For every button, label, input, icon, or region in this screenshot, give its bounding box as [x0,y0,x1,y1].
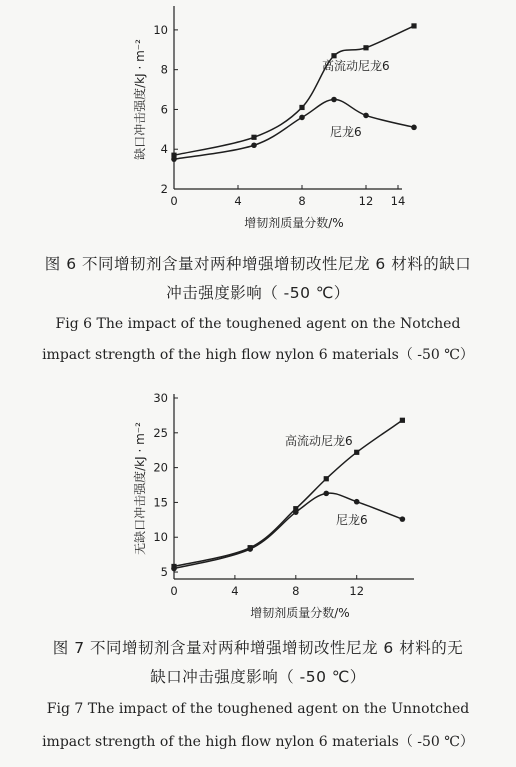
y-tick-label: 8 [160,62,168,77]
data-point-square [331,53,336,58]
data-point-square [400,418,405,423]
chart-7 [0,382,516,622]
data-point-square [299,105,304,110]
caption-en-line2: impact strength of the high flow nylon 6 materials（ -50 ℃） [42,734,474,750]
y-tick-label: 5 [160,565,168,580]
data-point-circle [400,516,406,522]
x-tick-label: 4 [234,194,242,208]
series-label: 尼龙6 [336,513,368,527]
y-tick-label: 2 [160,182,168,196]
figure-7 [0,382,516,767]
data-point-circle [171,156,177,162]
data-point-square [251,135,256,140]
y-tick-label: 20 [153,460,168,475]
x-tick-label: 0 [170,584,178,598]
y-tick-label: 25 [153,425,168,440]
y-tick-label: 4 [160,142,168,157]
data-point-circle [247,546,253,552]
caption-en-line2: impact strength of the high flow nylon 6 materials（ -50 ℃） [42,347,474,363]
data-point-square [411,23,416,28]
x-tick-label: 8 [298,194,306,208]
figure-6 [0,0,516,380]
y-axis-label: 缺口冲击强度/kJ · m⁻² [133,39,147,160]
x-axis-label: 增韧剂质量分数/% [250,606,350,620]
y-tick-label: 10 [153,22,168,37]
x-tick-label: 4 [231,584,239,598]
x-tick-label: 0 [170,194,178,208]
caption-en-line1: Fig 6 The impact of the toughened agent on the Notched [55,316,461,332]
data-point-square [363,45,368,50]
data-point-circle [354,499,360,505]
data-point-circle [171,566,177,572]
series-line [174,493,402,569]
x-tick-label: 12 [349,584,365,598]
series-line [174,99,414,159]
chart-6 [0,0,516,240]
x-axis-label: 增韧剂质量分数/% [244,216,344,230]
data-point-circle [251,142,257,148]
y-tick-label: 10 [153,530,168,545]
data-point-circle [323,491,329,497]
y-tick-label: 30 [153,391,168,405]
caption-cn-line1: 图 6 不同增韧剂含量对两种增强增韧改性尼龙 6 材料的缺口 [44,255,472,273]
y-tick-label: 6 [160,102,168,117]
x-tick-label: 14 [390,194,406,208]
series-line [174,26,414,155]
y-axis-label: 无缺口冲击强度/kJ · m⁻² [133,422,147,555]
data-point-circle [293,509,299,515]
caption-cn-line1: 图 7 不同增韧剂含量对两种增强增韧改性尼龙 6 材料的无 [52,639,464,657]
series-label: 高流动尼龙6 [285,434,353,448]
caption-en-line1: Fig 7 The impact of the toughened agent on the Unnotched [46,701,470,717]
caption-cn-line2: 冲击强度影响（ -50 ℃） [166,284,350,302]
data-point-circle [411,125,417,131]
data-point-square [354,450,359,455]
x-tick-label: 8 [292,584,300,598]
data-point-square [324,476,329,481]
x-tick-label: 12 [358,194,374,208]
y-tick-label: 15 [153,495,168,510]
data-point-circle [363,113,369,119]
caption-cn-line2: 缺口冲击强度影响（ -50 ℃） [150,668,366,686]
data-point-circle [299,115,305,121]
data-point-circle [331,97,337,103]
series-label: 尼龙6 [330,125,362,139]
series-label: 高流动尼龙6 [322,59,390,73]
